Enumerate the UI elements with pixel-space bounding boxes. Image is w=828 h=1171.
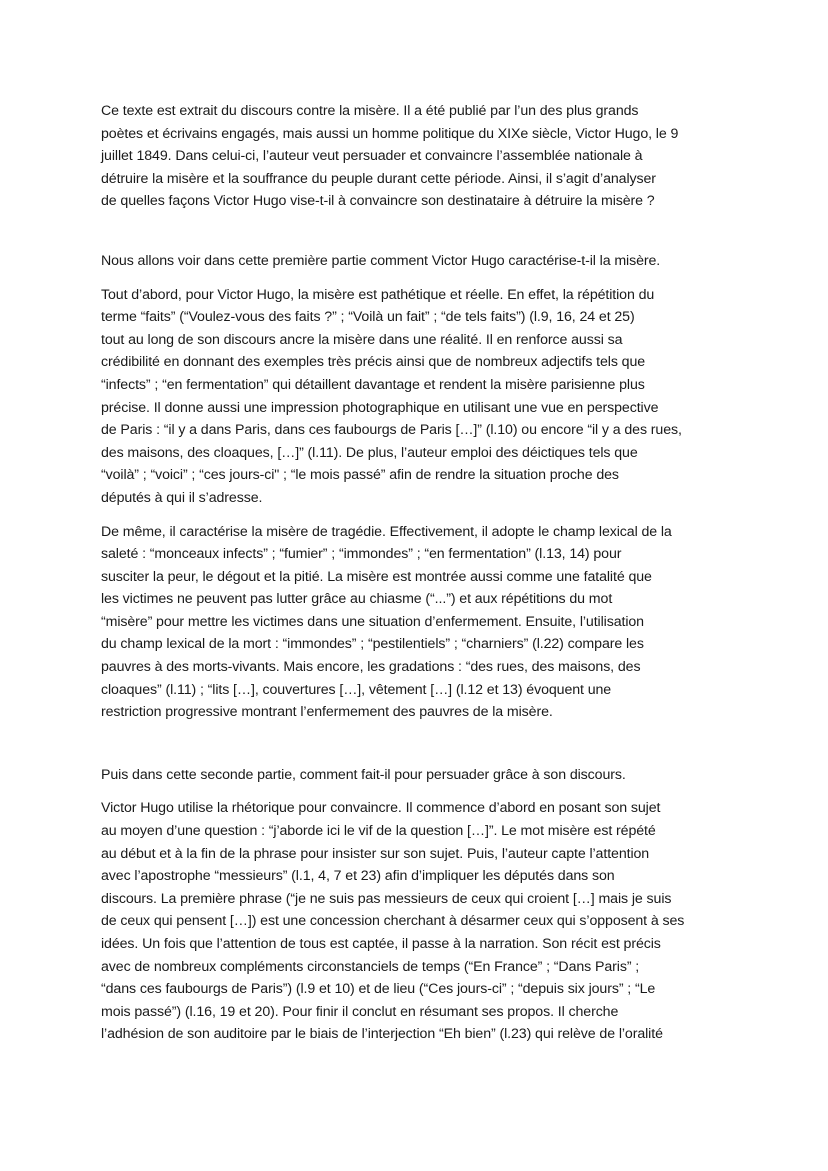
text-line: de Paris : “il y a dans Paris, dans ces faubourgs de Paris […]” (l.10) ou encore “il y a des rues, (101, 422, 682, 439)
text-line: au début et à la fin de la phrase pour insister sur son sujet. Puis, l’auteur capte l’attention (101, 845, 650, 862)
text-line: tout au long de son discours ancre la misère dans une réalité. Il en renforce aussi sa (101, 331, 623, 348)
document-body (101, 100, 731, 1046)
text-line: “misère” pour mettre les victimes dans une situation d’enfermement. Ensuite, l’utilisation (101, 613, 644, 630)
text-line: les victimes ne peuvent pas lutter grâce au chiasme (“...”) et aux répétitions du mot (101, 591, 613, 608)
text-line: Ce texte est extrait du discours contre la misère. Il a été publié par l’un des plus grands (101, 103, 639, 119)
text-line: précise. Il donne aussi une impression photographique en utilisant une vue en perspective (101, 399, 659, 416)
text-line: idées. Un fois que l’attention de tous est captée, il passe à la narration. Son récit est précis (101, 936, 661, 952)
paragraph-spacer (101, 510, 731, 521)
text-line: susciter la peur, le dégout et la pitié. La misère est montrée aussi comme une fatalité que (101, 568, 652, 585)
section-spacer (101, 724, 731, 764)
paragraph-spacer (101, 786, 731, 797)
text-line: de ceux qui pensent […]) est une concession cherchant à désarmer ceux qui s’opposent à ses (101, 913, 685, 930)
text-line: des maisons, des cloaques, […]” (l.11). De plus, l’auteur emploi des déictiques tels que (101, 444, 638, 461)
text-line: Puis dans cette seconde partie, comment fait-il pour persuader grâce à son discours. (101, 766, 626, 783)
part1-paragraph-1 (101, 284, 731, 510)
text-line: saleté : “monceaux infects” ; “fumier” ; “immondes” ; “en fermentation” (l.13, 14) pour (101, 546, 622, 563)
text-line: cloaques” (l.11) ; “lits […], couvertures […], vêtement […] (l.12 et 13) évoquent une (101, 681, 612, 698)
text-line: pauvres à des morts-vivants. Mais encore, les gradations : “des rues, des maisons, des (101, 659, 641, 676)
text-line: crédibilité en donnant des exemples très précis ainsi que de nombreux adjectifs tels que (101, 354, 646, 371)
part1-paragraph-2 (101, 521, 731, 724)
text-line: “dans ces faubourgs de Paris”) (l.9 et 10) et de lieu (“Ces jours-ci” ; “depuis six jours” ; “Le (101, 981, 656, 998)
text-line: De même, il caractérise la misère de tragédie. Effectivement, il adopte le champ lexical de la (101, 523, 672, 540)
intro-paragraph (101, 100, 731, 213)
text-line: députés à qui il s’adresse. (101, 489, 263, 506)
part2-intro-paragraph (101, 764, 731, 787)
text-line: détruire la misère et la souffrance du peuple durant cette période. Ainsi, il s’agit d’analyser (101, 170, 656, 187)
text-line: Victor Hugo utilise la rhétorique pour convaincre. Il commence d’abord en posant son sujet (101, 800, 661, 817)
text-line: “voilà” ; “voici” ; “ces jours-ci" ; “le mois passé” afin de rendre la situation proche des (101, 467, 619, 484)
text-line: avec l’apostrophe “messieurs” (l.1, 4, 7 et 23) afin d’impliquer les députés dans son (101, 868, 615, 885)
text-line: “infects” ; “en fermentation” qui détaillent davantage et rendent la misère parisienne plus (101, 376, 645, 393)
section-spacer (101, 213, 731, 250)
text-line: avec de nombreux compléments circonstanciels de temps (“En France” ; “Dans Paris” ; (101, 958, 640, 975)
text-line: du champ lexical de la mort : “immondes” ; “pestilentiels” ; “charniers” (l.22) compare les (101, 636, 644, 653)
text-line: mois passé”) (l.16, 19 et 20). Pour finir il conclut en résumant ses propos. Il cherche (101, 1003, 619, 1020)
part2-paragraph-1 (101, 797, 731, 1046)
paragraph-spacer (101, 273, 731, 284)
text-line: Nous allons voir dans cette première partie comment Victor Hugo caractérise-t-il la misère. (101, 252, 661, 269)
part1-intro-paragraph (101, 250, 731, 273)
text-line: terme “faits” (“Voulez-vous des faits ?” ; “Voilà un fait” ; “de tels faits”) (l.9, 16, 24 et 25) (101, 309, 635, 326)
text-line: au moyen d’une question : “j’aborde ici le vif de la question […]”. Le mot misère est répété (101, 823, 656, 840)
text-line: l’adhésion de son auditoire par le biais de l’interjection “Eh bien” (l.23) qui relève de l’oralité (101, 1026, 663, 1043)
text-line: Tout d’abord, pour Victor Hugo, la misère est pathétique et réelle. En effet, la répétition du (101, 286, 655, 303)
text-line: restriction progressive montrant l’enfermement des pauvres de la misère. (101, 704, 553, 721)
text-line: juillet 1849. Dans celui-ci, l’auteur veut persuader et convaincre l’assemblée nationale à (101, 148, 643, 165)
text-line: poètes et écrivains engagés, mais aussi un homme politique du XIXe siècle, Victor Hugo, le 9 (101, 125, 679, 142)
text-line: de quelles façons Victor Hugo vise-t-il à convaincre son destinataire à détruire la misère ? (101, 193, 655, 210)
text-line: discours. La première phrase (“je ne suis pas messieurs de ceux qui croient […] mais je suis (101, 890, 672, 907)
